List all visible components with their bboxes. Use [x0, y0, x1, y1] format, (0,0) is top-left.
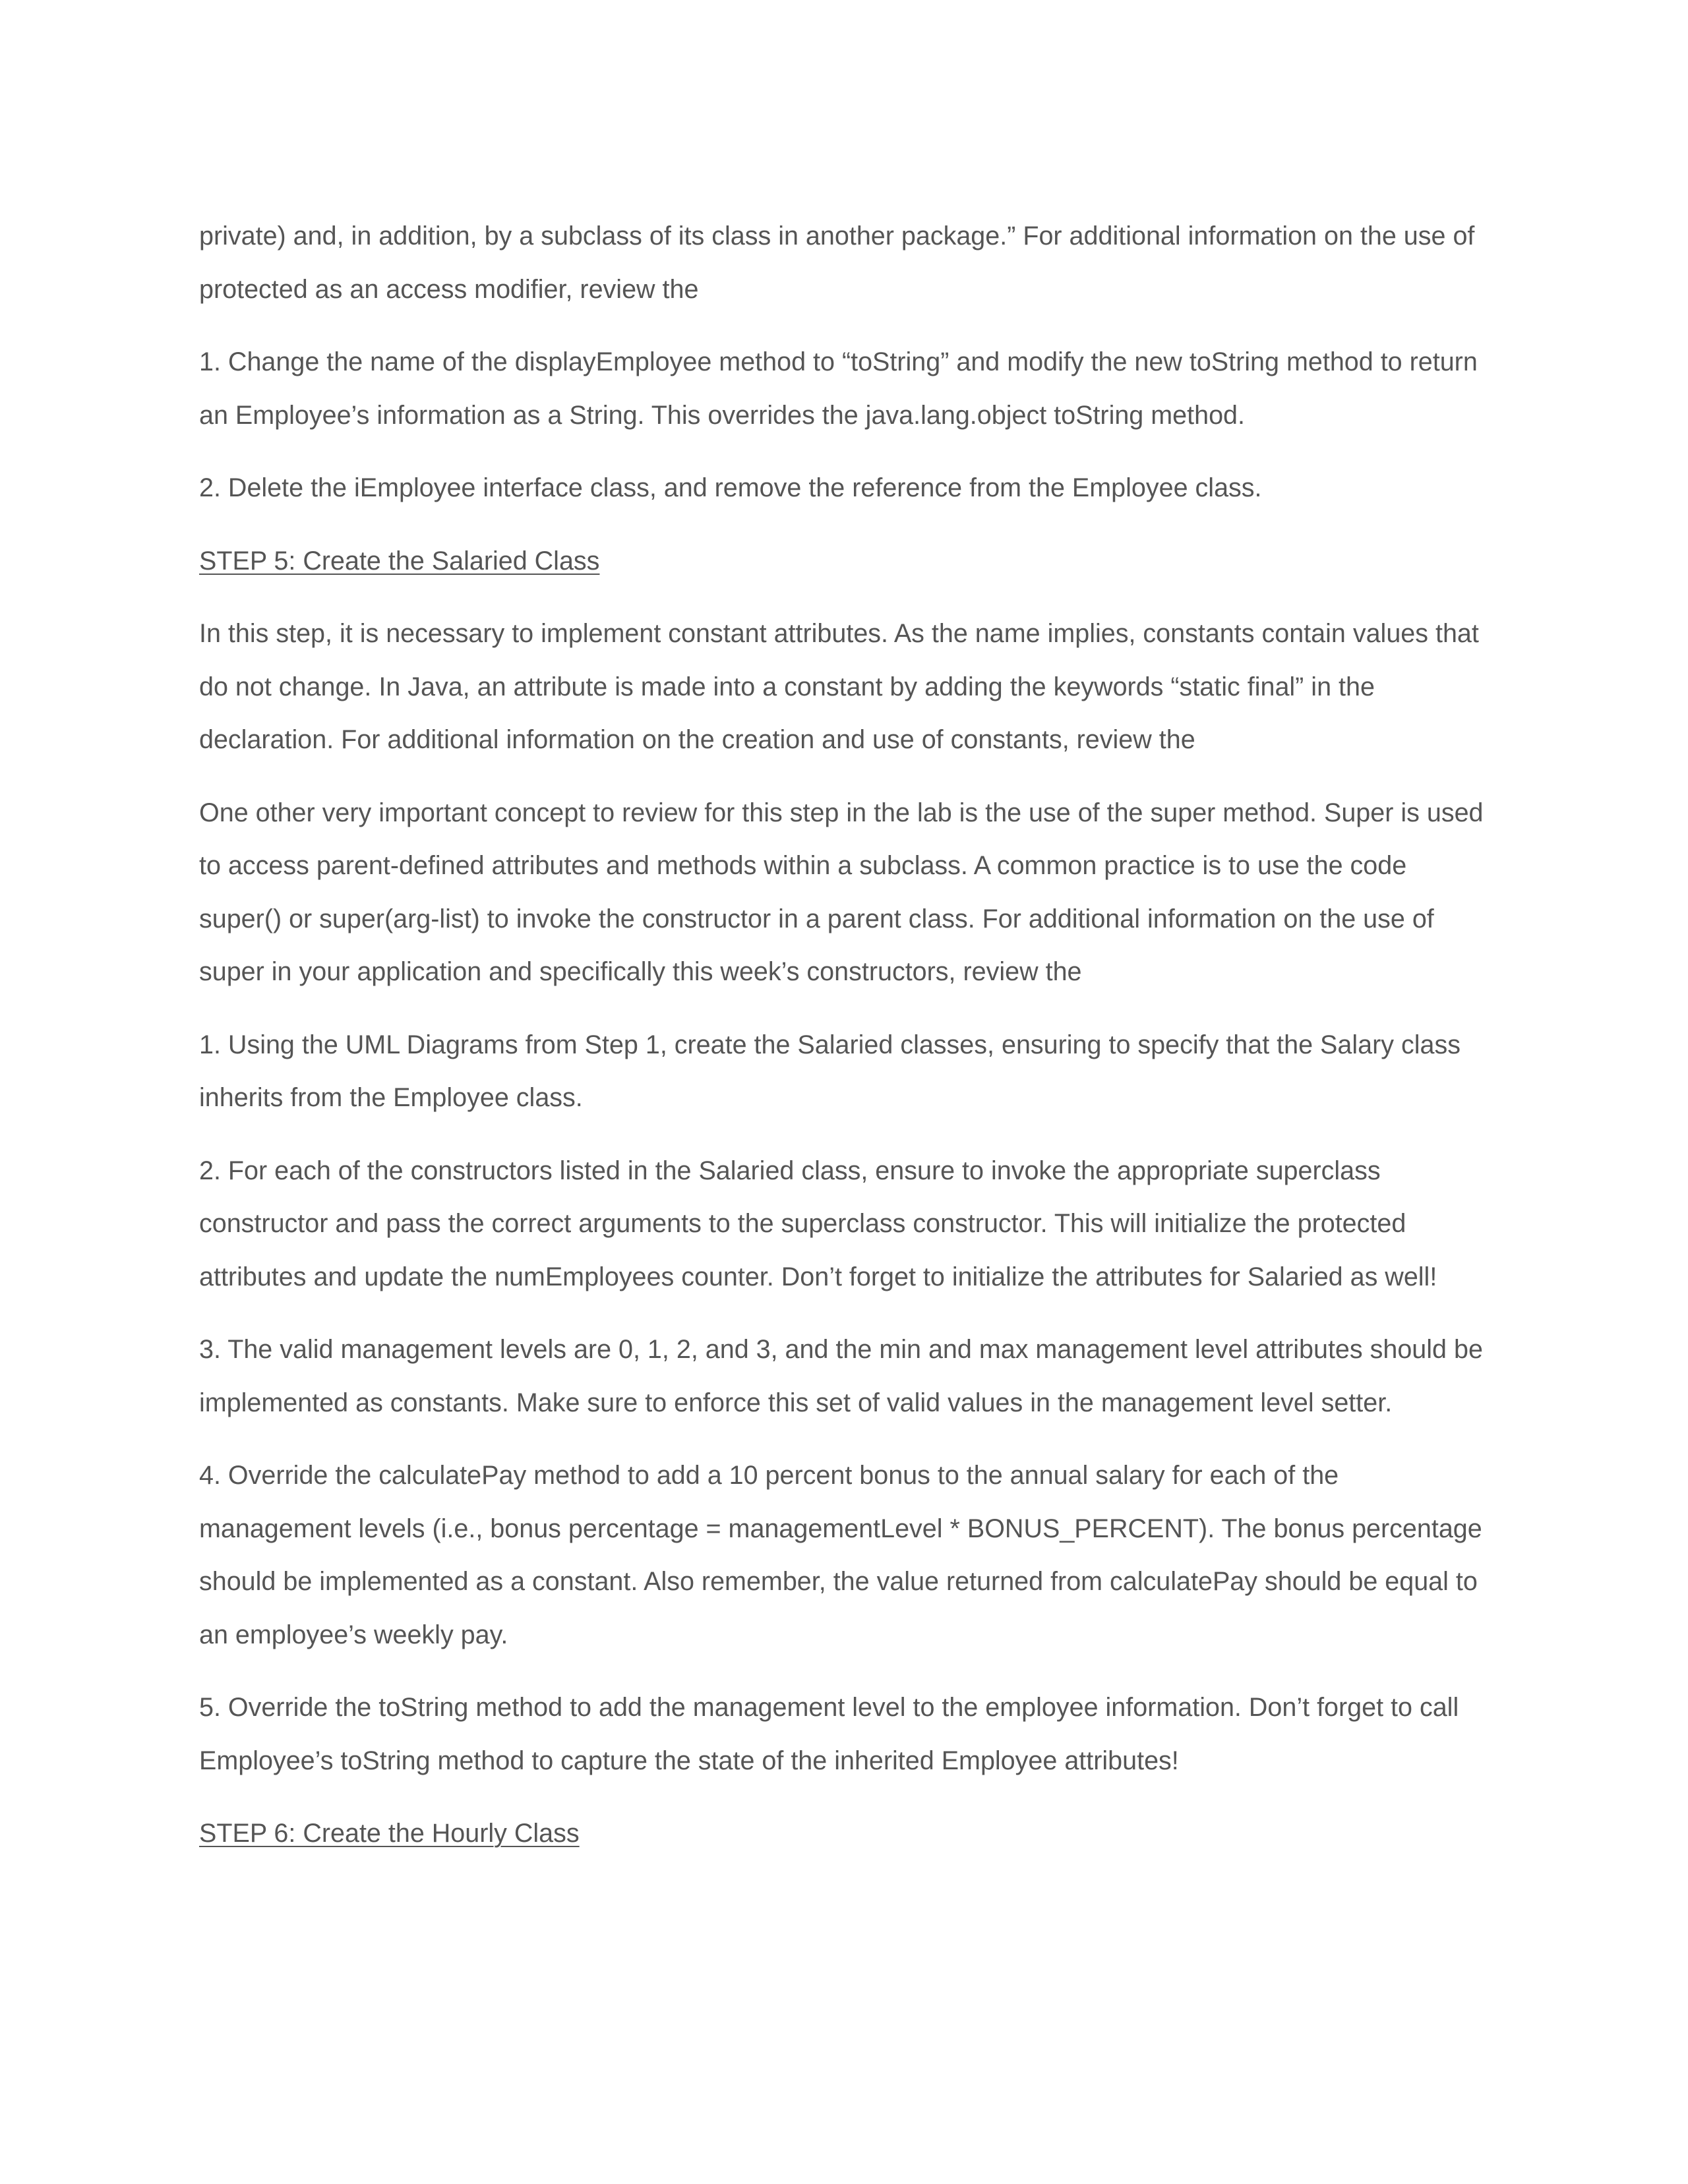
- step5-item-3: 3. The valid management levels are 0, 1, 2, and 3, and the min and max management level attributes should be implemented as constants. Make sure to enforce this set of valid values in the management level setter.: [199, 1335, 1483, 1417]
- paragraph-constants: In this step, it is necessary to implement constant attributes. As the name implies, constants contain values that do not change. In Java, an attribute is made into a constant by adding the keywords “static final” in the declaration. For additional information on the creation and use of constants, review the: [199, 619, 1479, 754]
- step5-item-1: 1. Using the UML Diagrams from Step 1, create the Salaried classes, ensuring to specify that the Salary class inherits from the Employee class.: [199, 1030, 1461, 1112]
- step5-item-2: 2. For each of the constructors listed in the Salaried class, ensure to invoke the appropriate superclass constructor and pass the correct arguments to the superclass constructor. This will initialize the protected attributes and update the numEmployees counter. Don’t forget to initialize the attributes for Salaried as well!: [199, 1156, 1437, 1291]
- step5-item-4: 4. Override the calculatePay method to add a 10 percent bonus to the annual salary for each of the management levels (i.e., bonus percentage = managementLevel * BONUS_PERCENT). The bonus percentage should be implemented as a constant. Also remember, the value returned from calculatePay should be equal to an employee’s weekly pay.: [199, 1461, 1482, 1649]
- step4-item-2: 2. Delete the iEmployee interface class, and remove the reference from the Employee class.: [199, 473, 1262, 502]
- step5-item-5: 5. Override the toString method to add the management level to the employee information. Don’t forget to call Employee’s toString method to capture the state of the inherited Employee attributes!: [199, 1693, 1459, 1775]
- step5-heading: STEP 5: Create the Salaried Class: [199, 546, 600, 576]
- paragraph-protected-modifier: private) and, in addition, by a subclass of its class in another package.” For additional information on the use of protected as an access modifier, review the: [199, 221, 1475, 304]
- paragraph-super-method: One other very important concept to review for this step in the lab is the use of the super method. Super is used to access parent-defined attributes and methods within a subclass. A common practice is to use the code super() or super(arg-list) to invoke the constructor in a parent class. For additional information on the use of super in your application and specifically this week’s constructors, review the: [199, 798, 1484, 986]
- document-body: [199, 210, 1492, 1880]
- step4-item-1: 1. Change the name of the displayEmployee method to “toString” and modify the new toString method to return an Employee’s information as a String. This overrides the java.lang.object toString method.: [199, 347, 1478, 430]
- step6-heading: STEP 6: Create the Hourly Class: [199, 1819, 580, 1848]
